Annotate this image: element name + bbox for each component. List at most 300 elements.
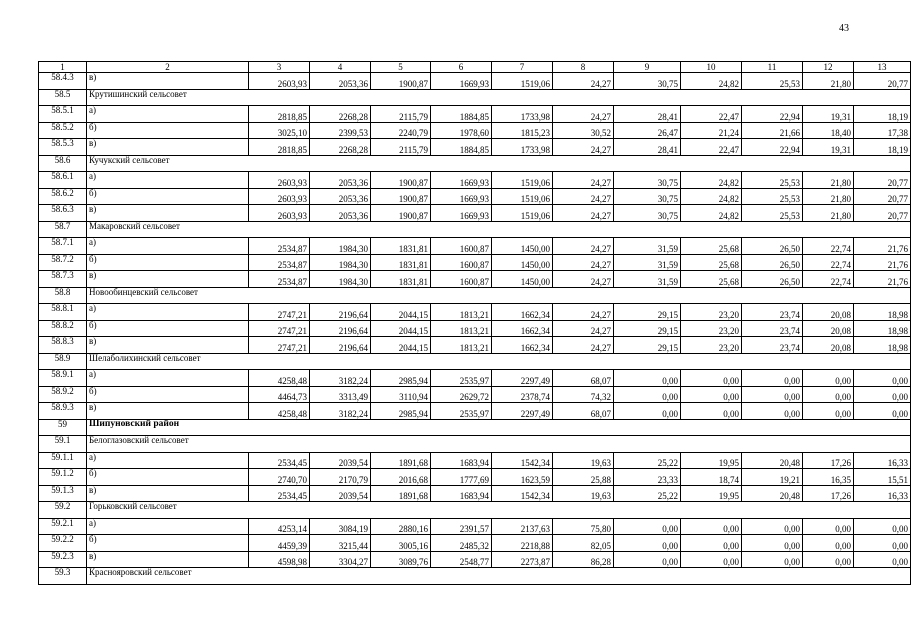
row-value: 31,59 [614, 271, 681, 288]
table-row [39, 320, 911, 337]
row-value: 1600,87 [431, 254, 492, 271]
row-value: 0,00 [742, 403, 803, 420]
row-value: 19,63 [553, 452, 614, 469]
row-value: 2629,72 [431, 386, 492, 403]
row-value: 1662,34 [492, 337, 553, 354]
table-row [39, 337, 911, 354]
row-value: 18,98 [854, 320, 911, 337]
row-value: 2137,63 [492, 518, 553, 535]
section-title: Шелаболихинский сельсовет [87, 353, 911, 370]
row-value: 24,27 [553, 106, 614, 123]
row-value: 24,27 [553, 188, 614, 205]
row-variant: в) [87, 485, 249, 502]
table-row [39, 188, 911, 205]
row-value: 0,00 [614, 386, 681, 403]
row-value: 2603,93 [249, 73, 310, 90]
row-value: 1733,98 [492, 139, 553, 156]
row-value: 4253,14 [249, 518, 310, 535]
row-code: 58.9.1 [39, 370, 87, 387]
row-value: 1669,93 [431, 205, 492, 222]
row-value: 24,82 [681, 73, 742, 90]
column-header: 13 [854, 62, 911, 73]
row-value: 21,66 [742, 122, 803, 139]
row-value: 29,15 [614, 320, 681, 337]
row-value: 1831,81 [371, 254, 431, 271]
row-code: 58.7.2 [39, 254, 87, 271]
table-row [39, 304, 911, 321]
row-value: 17,38 [854, 122, 911, 139]
row-value: 18,74 [681, 469, 742, 486]
row-value: 24,27 [553, 271, 614, 288]
row-value: 1733,98 [492, 106, 553, 123]
table-row [39, 452, 911, 469]
row-value: 0,00 [742, 518, 803, 535]
row-value: 2053,36 [310, 205, 371, 222]
row-value: 1683,94 [431, 452, 492, 469]
row-value: 24,27 [553, 254, 614, 271]
row-variant: а) [87, 452, 249, 469]
row-value: 0,00 [854, 535, 911, 552]
row-variant: б) [87, 469, 249, 486]
row-value: 0,00 [742, 535, 803, 552]
table-row [39, 139, 911, 156]
row-value: 31,59 [614, 238, 681, 255]
row-value: 22,74 [803, 271, 854, 288]
row-code: 59.2.3 [39, 551, 87, 568]
row-value: 2268,28 [310, 139, 371, 156]
page-number: 43 [839, 23, 849, 34]
row-value: 2218,88 [492, 535, 553, 552]
row-value: 0,00 [614, 535, 681, 552]
section-row [39, 287, 911, 304]
row-value: 31,59 [614, 254, 681, 271]
row-code: 58.8.2 [39, 320, 87, 337]
row-value: 3025,10 [249, 122, 310, 139]
section-row [39, 221, 911, 238]
section-code: 59.3 [39, 568, 87, 585]
row-value: 2880,16 [371, 518, 431, 535]
row-value: 0,00 [854, 386, 911, 403]
row-value: 1891,68 [371, 485, 431, 502]
row-value: 0,00 [614, 518, 681, 535]
row-code: 58.6.3 [39, 205, 87, 222]
row-value: 0,00 [681, 403, 742, 420]
table-header-row [39, 62, 911, 73]
row-value: 3313,49 [310, 386, 371, 403]
row-value: 1813,21 [431, 320, 492, 337]
row-value: 25,68 [681, 254, 742, 271]
row-value: 1900,87 [371, 172, 431, 189]
row-value: 23,74 [742, 320, 803, 337]
row-value: 19,95 [681, 485, 742, 502]
row-code: 58.8.3 [39, 337, 87, 354]
row-code: 58.5.2 [39, 122, 87, 139]
row-value: 2603,93 [249, 172, 310, 189]
row-value: 1669,93 [431, 188, 492, 205]
row-variant: в) [87, 551, 249, 568]
row-value: 21,76 [854, 254, 911, 271]
table-row [39, 254, 911, 271]
column-header: 12 [803, 62, 854, 73]
row-value: 25,53 [742, 205, 803, 222]
row-value: 0,00 [614, 370, 681, 387]
row-value: 16,33 [854, 485, 911, 502]
row-value: 20,08 [803, 304, 854, 321]
row-value: 2240,79 [371, 122, 431, 139]
row-variant: в) [87, 73, 249, 90]
section-row [39, 436, 911, 453]
row-value: 0,00 [854, 370, 911, 387]
column-header: 7 [492, 62, 553, 73]
row-value: 3304,27 [310, 551, 371, 568]
row-value: 1978,60 [431, 122, 492, 139]
row-value: 1519,06 [492, 73, 553, 90]
row-value: 20,77 [854, 172, 911, 189]
column-header: 2 [87, 62, 249, 73]
row-value: 2053,36 [310, 73, 371, 90]
section-title: Горьковский сельсовет [87, 502, 911, 519]
table-row [39, 172, 911, 189]
row-value: 24,27 [553, 320, 614, 337]
row-code: 59.2.2 [39, 535, 87, 552]
row-variant: а) [87, 370, 249, 387]
row-code: 59.1.1 [39, 452, 87, 469]
row-value: 23,74 [742, 304, 803, 321]
row-value: 21,80 [803, 73, 854, 90]
row-value: 0,00 [681, 551, 742, 568]
row-value: 19,63 [553, 485, 614, 502]
row-value: 3182,24 [310, 370, 371, 387]
row-value: 25,53 [742, 172, 803, 189]
row-value: 1884,85 [431, 139, 492, 156]
row-value: 3089,76 [371, 551, 431, 568]
row-value: 68,07 [553, 370, 614, 387]
section-row [39, 568, 911, 585]
row-value: 1600,87 [431, 271, 492, 288]
row-value: 1831,81 [371, 238, 431, 255]
row-value: 2534,87 [249, 238, 310, 255]
row-value: 2603,93 [249, 205, 310, 222]
row-value: 0,00 [742, 370, 803, 387]
row-code: 58.4.3 [39, 73, 87, 90]
table-row [39, 469, 911, 486]
row-code: 59.2.1 [39, 518, 87, 535]
row-code: 58.9.2 [39, 386, 87, 403]
row-variant: б) [87, 320, 249, 337]
row-variant: б) [87, 386, 249, 403]
row-value: 4598,98 [249, 551, 310, 568]
column-header: 8 [553, 62, 614, 73]
row-variant: в) [87, 205, 249, 222]
column-header: 6 [431, 62, 492, 73]
row-value: 24,27 [553, 205, 614, 222]
row-value: 21,76 [854, 238, 911, 255]
row-value: 30,75 [614, 73, 681, 90]
row-value: 19,95 [681, 452, 742, 469]
row-value: 22,94 [742, 106, 803, 123]
row-value: 3110,94 [371, 386, 431, 403]
row-value: 20,48 [742, 485, 803, 502]
row-value: 3182,24 [310, 403, 371, 420]
row-code: 59.1.3 [39, 485, 87, 502]
row-value: 0,00 [681, 386, 742, 403]
section-title: Новообинцевский сельсовет [87, 287, 911, 304]
row-value: 22,74 [803, 238, 854, 255]
row-value: 0,00 [803, 535, 854, 552]
row-value: 1813,21 [431, 304, 492, 321]
column-header: 1 [39, 62, 87, 73]
row-variant: в) [87, 403, 249, 420]
row-value: 23,20 [681, 304, 742, 321]
row-value: 2534,87 [249, 271, 310, 288]
row-value: 26,50 [742, 254, 803, 271]
row-value: 19,31 [803, 106, 854, 123]
row-value: 22,74 [803, 254, 854, 271]
row-code: 58.6.1 [39, 172, 87, 189]
row-value: 26,50 [742, 271, 803, 288]
row-value: 2044,15 [371, 304, 431, 321]
row-value: 25,22 [614, 485, 681, 502]
row-value: 0,00 [803, 518, 854, 535]
row-value: 2535,97 [431, 403, 492, 420]
section-code: 59.1 [39, 436, 87, 453]
row-value: 2548,77 [431, 551, 492, 568]
column-header: 5 [371, 62, 431, 73]
row-value: 2740,70 [249, 469, 310, 486]
row-value: 30,52 [553, 122, 614, 139]
row-value: 74,32 [553, 386, 614, 403]
row-value: 24,27 [553, 304, 614, 321]
row-value: 1450,00 [492, 271, 553, 288]
section-code: 58.6 [39, 155, 87, 172]
row-value: 2115,79 [371, 139, 431, 156]
table-row [39, 386, 911, 403]
row-value: 21,80 [803, 172, 854, 189]
row-value: 2053,36 [310, 172, 371, 189]
row-value: 4258,48 [249, 370, 310, 387]
row-value: 1831,81 [371, 271, 431, 288]
row-value: 1884,85 [431, 106, 492, 123]
row-value: 75,80 [553, 518, 614, 535]
row-value: 2115,79 [371, 106, 431, 123]
row-value: 30,75 [614, 205, 681, 222]
row-value: 0,00 [854, 403, 911, 420]
row-value: 2747,21 [249, 337, 310, 354]
row-value: 23,74 [742, 337, 803, 354]
row-variant: а) [87, 106, 249, 123]
row-value: 2818,85 [249, 106, 310, 123]
row-value: 23,33 [614, 469, 681, 486]
row-value: 68,07 [553, 403, 614, 420]
column-header: 3 [249, 62, 310, 73]
row-value: 19,31 [803, 139, 854, 156]
section-title: Крутишинский сельсовет [87, 89, 911, 106]
row-value: 3005,16 [371, 535, 431, 552]
row-value: 2485,32 [431, 535, 492, 552]
row-value: 20,77 [854, 188, 911, 205]
row-value: 20,77 [854, 205, 911, 222]
row-value: 26,47 [614, 122, 681, 139]
row-value: 29,15 [614, 337, 681, 354]
section-row [39, 502, 911, 519]
section-code: 58.8 [39, 287, 87, 304]
row-value: 2044,15 [371, 337, 431, 354]
district-heading-row [39, 419, 911, 436]
row-variant: б) [87, 254, 249, 271]
row-value: 4258,48 [249, 403, 310, 420]
section-code: 58.5 [39, 89, 87, 106]
row-value: 16,35 [803, 469, 854, 486]
row-variant: а) [87, 172, 249, 189]
section-row [39, 353, 911, 370]
row-value: 1813,21 [431, 337, 492, 354]
row-value: 2297,49 [492, 370, 553, 387]
row-value: 0,00 [803, 386, 854, 403]
row-value: 18,98 [854, 304, 911, 321]
row-value: 1984,30 [310, 254, 371, 271]
row-value: 22,47 [681, 139, 742, 156]
row-value: 0,00 [681, 370, 742, 387]
row-value: 21,24 [681, 122, 742, 139]
row-value: 1450,00 [492, 254, 553, 271]
section-code: 58.9 [39, 353, 87, 370]
row-value: 2985,94 [371, 370, 431, 387]
row-value: 24,82 [681, 205, 742, 222]
row-value: 2016,68 [371, 469, 431, 486]
table-row [39, 370, 911, 387]
row-value: 1662,34 [492, 304, 553, 321]
row-variant: в) [87, 337, 249, 354]
row-value: 2053,36 [310, 188, 371, 205]
row-value: 28,41 [614, 106, 681, 123]
row-value: 86,28 [553, 551, 614, 568]
row-value: 1669,93 [431, 172, 492, 189]
column-header: 9 [614, 62, 681, 73]
row-value: 0,00 [854, 551, 911, 568]
row-value: 17,26 [803, 452, 854, 469]
row-value: 1669,93 [431, 73, 492, 90]
section-code: 58.7 [39, 221, 87, 238]
row-value: 18,40 [803, 122, 854, 139]
row-value: 21,76 [854, 271, 911, 288]
row-value: 3215,44 [310, 535, 371, 552]
row-value: 2044,15 [371, 320, 431, 337]
row-value: 1683,94 [431, 485, 492, 502]
row-value: 1777,69 [431, 469, 492, 486]
row-value: 0,00 [681, 518, 742, 535]
row-code: 58.7.1 [39, 238, 87, 255]
row-value: 2399,53 [310, 122, 371, 139]
row-value: 1542,34 [492, 485, 553, 502]
row-value: 15,51 [854, 469, 911, 486]
row-value: 19,21 [742, 469, 803, 486]
section-row [39, 89, 911, 106]
row-value: 24,27 [553, 238, 614, 255]
row-value: 2603,93 [249, 188, 310, 205]
row-value: 1891,68 [371, 452, 431, 469]
row-value: 4464,73 [249, 386, 310, 403]
row-variant: а) [87, 304, 249, 321]
table-row [39, 271, 911, 288]
table-body [39, 62, 911, 585]
row-value: 0,00 [803, 370, 854, 387]
table-row [39, 535, 911, 552]
tariff-table [38, 61, 911, 585]
row-value: 2273,87 [492, 551, 553, 568]
row-value: 2818,85 [249, 139, 310, 156]
row-value: 0,00 [681, 535, 742, 552]
row-code: 59.1.2 [39, 469, 87, 486]
row-value: 25,88 [553, 469, 614, 486]
row-code: 58.6.2 [39, 188, 87, 205]
row-value: 21,80 [803, 188, 854, 205]
row-value: 2039,54 [310, 485, 371, 502]
row-value: 2747,21 [249, 304, 310, 321]
row-value: 2534,87 [249, 254, 310, 271]
row-value: 25,53 [742, 188, 803, 205]
row-value: 20,77 [854, 73, 911, 90]
row-code: 58.9.3 [39, 403, 87, 420]
row-value: 4459,39 [249, 535, 310, 552]
table-row [39, 205, 911, 222]
row-value: 30,75 [614, 188, 681, 205]
row-value: 1984,30 [310, 238, 371, 255]
row-value: 1600,87 [431, 238, 492, 255]
row-value: 0,00 [742, 386, 803, 403]
row-value: 1542,34 [492, 452, 553, 469]
section-title: Краснояровский сельсовет [87, 568, 911, 585]
row-value: 0,00 [614, 403, 681, 420]
row-value: 24,27 [553, 139, 614, 156]
row-value: 28,41 [614, 139, 681, 156]
row-code: 58.7.3 [39, 271, 87, 288]
table-row [39, 73, 911, 90]
row-value: 29,15 [614, 304, 681, 321]
section-code: 59.2 [39, 502, 87, 519]
row-value: 1662,34 [492, 320, 553, 337]
row-value: 16,33 [854, 452, 911, 469]
row-value: 0,00 [614, 551, 681, 568]
row-variant: б) [87, 188, 249, 205]
table-row [39, 485, 911, 502]
row-code: 58.5.3 [39, 139, 87, 156]
table-row [39, 122, 911, 139]
row-value: 1900,87 [371, 205, 431, 222]
row-value: 30,75 [614, 172, 681, 189]
table-row [39, 106, 911, 123]
row-value: 1984,30 [310, 271, 371, 288]
row-value: 2747,21 [249, 320, 310, 337]
row-value: 1900,87 [371, 73, 431, 90]
column-header: 10 [681, 62, 742, 73]
row-value: 25,68 [681, 238, 742, 255]
section-title: Белоглазовский сельсовет [87, 436, 911, 453]
row-value: 82,05 [553, 535, 614, 552]
row-value: 2535,97 [431, 370, 492, 387]
row-value: 2534,45 [249, 452, 310, 469]
row-value: 2196,64 [310, 304, 371, 321]
row-value: 2985,94 [371, 403, 431, 420]
section-title: Кучукский сельсовет [87, 155, 911, 172]
row-value: 25,22 [614, 452, 681, 469]
row-variant: б) [87, 535, 249, 552]
row-value: 3084,19 [310, 518, 371, 535]
row-variant: б) [87, 122, 249, 139]
row-value: 22,94 [742, 139, 803, 156]
row-value: 23,20 [681, 320, 742, 337]
row-value: 2268,28 [310, 106, 371, 123]
row-value: 20,08 [803, 337, 854, 354]
